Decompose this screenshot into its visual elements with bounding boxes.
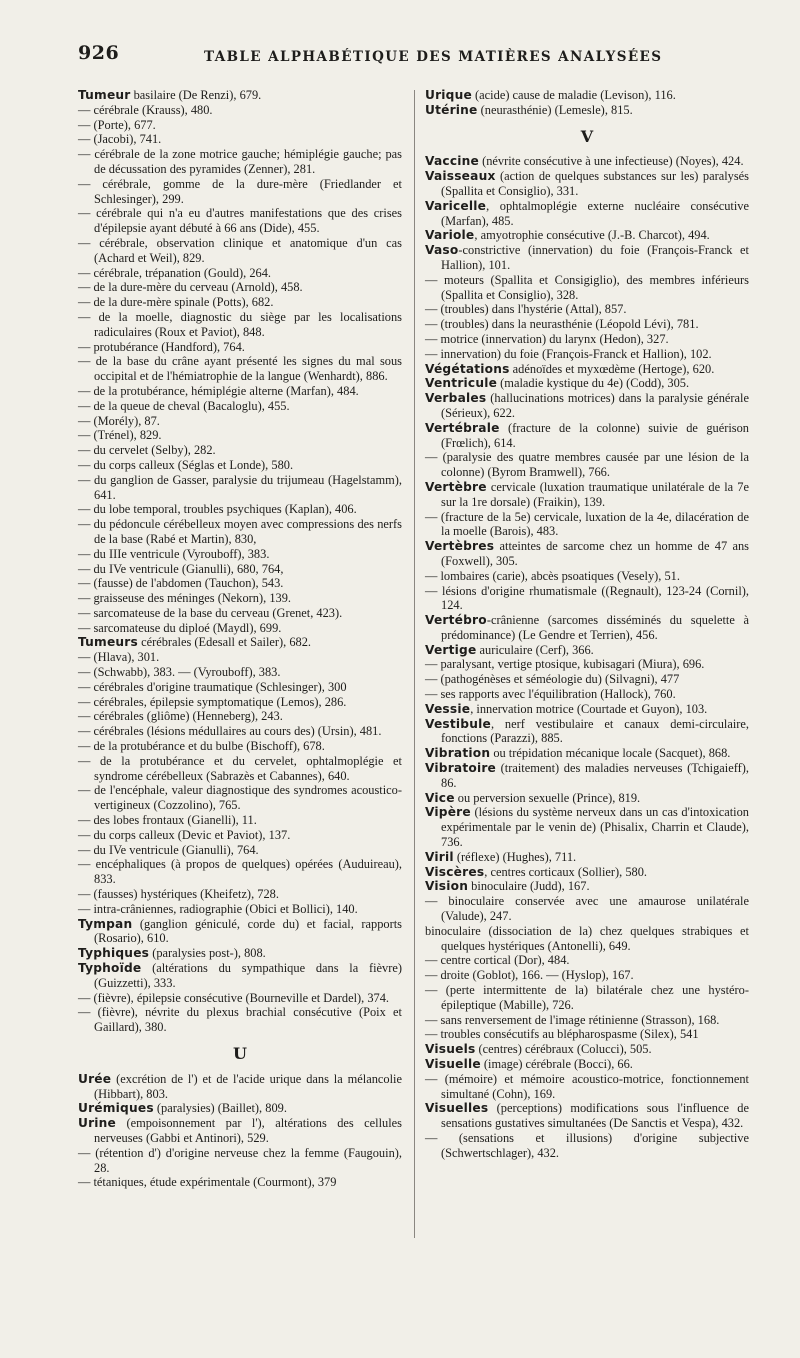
entry-text: (traitement) des maladies nerveuses (Tchigaieff), 86.	[441, 761, 749, 790]
index-entry	[78, 517, 402, 547]
index-entry	[78, 177, 402, 207]
entry-text: — sans renversement de l'image rétinienne (Strasson), 168.	[425, 1012, 720, 1027]
entry-text: — cérébrale de la zone motrice gauche; hémiplégie gauche; pas de décussation des pyramides (Zenner), 281.	[78, 147, 402, 176]
entry-headword: Vaso	[425, 243, 459, 258]
entry-headword: Vipère	[425, 805, 471, 820]
index-entry	[425, 687, 749, 702]
index-entry	[425, 302, 749, 317]
index-entry	[78, 206, 402, 236]
entry-text: — du IIIe ventricule (Vyrouboff), 383.	[78, 546, 270, 561]
entry-text: — cérébrale qui n'a eu d'autres manifestations que des crises d'épilepsie ayant débuté à 66 ans (Dide), 455.	[78, 206, 402, 236]
index-entry	[425, 273, 749, 303]
index-entry	[78, 399, 402, 414]
entry-text: — (Schwabb), 383. — (Vyrouboff), 383.	[78, 665, 281, 680]
index-entry	[425, 88, 749, 103]
entry-text: (paralysies) (Baillet), 809.	[153, 1101, 287, 1116]
entry-text: — du lobe temporal, troubles psychiques (Kaplan), 406.	[78, 502, 357, 517]
entry-text: — du ganglion de Gasser, paralysie du trijumeau (Hagelstamm), 641.	[78, 472, 402, 502]
entry-text: — de la protubérance et du cervelet, ophtalmoplégie et syndrome cérébelleux (Sabrazès et Cabannes), 640.	[78, 753, 402, 783]
index-entry	[425, 983, 749, 1013]
index-entry	[425, 657, 749, 672]
entry-text: — (mémoire) et mémoire acoustico-motrice, fonctionnement simultané (Cohn), 169.	[425, 1071, 749, 1101]
entry-text: binoculaire (Judd), 167.	[468, 879, 590, 894]
index-entry	[78, 843, 402, 858]
index-entry	[78, 103, 402, 118]
index-entry	[425, 746, 749, 761]
index-entry	[78, 887, 402, 902]
index-entry	[78, 665, 402, 680]
entry-text: (acide) cause de maladie (Levison), 116.	[471, 88, 676, 102]
entry-text: — (Trénel), 829.	[78, 428, 162, 443]
index-entry	[425, 672, 749, 687]
entry-text: — (troubles) dans l'hystérie (Attal), 857.	[425, 302, 627, 317]
index-entry	[425, 450, 749, 480]
index-entry	[78, 236, 402, 266]
entry-text: — sarcomateuse de la base du cerveau (Grenet, 423).	[78, 605, 343, 620]
entry-text: , innervation motrice (Courtade et Guyon), 103.	[470, 701, 708, 716]
section-letter: U	[233, 1044, 247, 1063]
index-entry	[425, 924, 749, 954]
entry-text: (hallucinations motrices) dans la paralysie générale (Sérieux), 622.	[441, 391, 749, 420]
entry-text: (empoisonnement par l'), altérations des cellules nerveuses (Gabbi et Antinori), 529.	[94, 1116, 402, 1145]
entry-text: (image) cérébrale (Bocci), 66.	[480, 1057, 633, 1071]
entry-headword: Vertèbre	[425, 479, 487, 494]
entry-headword: Verbales	[425, 391, 487, 406]
column-divider	[414, 90, 415, 1238]
entry-text: (maladie kystique du 4e) (Codd), 305.	[497, 376, 690, 391]
entry-text: — (perte intermittente de la) bilatérale chez une hystéro-épileptique (Mabille), 726.	[425, 983, 749, 1012]
right-column	[425, 88, 749, 1161]
index-entry	[78, 340, 402, 355]
entry-text: — du cervelet (Selby), 282.	[78, 443, 216, 458]
entry-headword: Tumeur	[78, 88, 131, 102]
entry-text: — de la base du crâne ayant présenté les signes du mal sous occipital et de l'hémiatrophie de la langue (Wenhardt), 886.	[78, 354, 402, 384]
index-entry	[78, 754, 402, 784]
entry-headword: Visuels	[425, 1042, 476, 1057]
left-column	[78, 88, 402, 1190]
index-entry	[425, 805, 749, 849]
entry-text: cérébrales (Edesall et Sailer), 682.	[137, 635, 312, 650]
entry-text: (centres) cérébraux (Colucci), 505.	[475, 1042, 652, 1057]
index-entry	[78, 502, 402, 517]
index-entry	[425, 968, 749, 983]
entry-text: — (fièvre), névrite du plexus brachial consécutive (Poix et Gaillard), 380.	[78, 1005, 402, 1035]
entry-text: — innervation) du foie (François-Franck et Hallion), 102.	[425, 346, 712, 361]
entry-text: — du IVe ventricule (Gianulli), 680, 764,	[78, 561, 284, 576]
index-entry	[78, 695, 402, 710]
index-entry	[78, 473, 402, 503]
entry-text: — (pathogénèses et séméologie du) (Silvagni), 477	[425, 672, 680, 687]
running-title: TABLE ALPHABÉTIQUE DES MATIÈRES ANALYSÉES	[204, 49, 663, 65]
entry-text: — (sensations et illusions) d'origine subjective (Schwertschlager), 432.	[425, 1130, 749, 1160]
entry-text: (fracture de la colonne) suivie de guérison (Frœlich), 614.	[441, 420, 749, 450]
index-entry	[78, 458, 402, 473]
index-entry	[78, 547, 402, 562]
entry-text: — de la queue de cheval (Bacaloglu), 455.	[78, 398, 290, 413]
entry-text: — lombaires (carie), abcès psoatiques (Vesely), 51.	[425, 568, 680, 583]
section-letter: V	[580, 126, 594, 146]
index-entry	[78, 147, 402, 177]
index-entry	[78, 680, 402, 695]
index-entry	[78, 384, 402, 399]
entry-text: — cérébrale, gomme de la dure-mère (Friedlander et Schlesinger), 299.	[78, 176, 402, 206]
entry-text: — du corps calleux (Devic et Paviot), 137.	[78, 827, 291, 842]
entry-text: — (troubles) dans la neurasthénie (Léopold Lévi), 781.	[425, 317, 699, 332]
entry-headword: Vertige	[425, 642, 477, 657]
index-entry	[78, 606, 402, 621]
entry-text: cervicale (luxation traumatique unilatérale de la 7e sur la 1re dorsale) (Fraikin), 139.	[441, 479, 749, 509]
index-entry	[78, 991, 402, 1006]
entry-text: — de la protubérance et du bulbe (Bischoff), 678.	[78, 739, 325, 754]
index-entry	[78, 428, 402, 443]
entry-text: -constrictive (innervation) du foie (François-Franck et Hallion), 101.	[441, 243, 749, 272]
index-entry	[78, 621, 402, 636]
index-entry	[78, 783, 402, 813]
index-entry	[425, 791, 749, 806]
index-entry	[425, 480, 749, 510]
index-entry	[425, 761, 749, 791]
index-entry	[425, 702, 749, 717]
entry-text: — sarcomateuse du diploé (Maydl), 699.	[78, 620, 282, 635]
index-entry	[425, 103, 749, 118]
entry-text: (réflexe) (Hughes), 711.	[453, 849, 577, 864]
index-entry	[78, 443, 402, 458]
index-entry	[425, 1027, 749, 1042]
index-entry	[78, 414, 402, 429]
entry-text: — troubles consécutifs au blépharospasme (Silex), 541	[425, 1027, 699, 1042]
entry-headword: Viscères	[425, 864, 485, 879]
entry-text: — cérébrales (gliôme) (Henneberg), 243.	[78, 709, 283, 724]
entry-text: — intra-crâniennes, radiographie (Obici et Bollici), 140.	[78, 901, 358, 916]
entry-text: — motrice (innervation) du larynx (Hedon), 327.	[425, 331, 669, 346]
entry-text: atteintes de sarcome chez un homme de 47 ans (Foxwell), 305.	[441, 539, 749, 568]
index-entry	[425, 894, 749, 924]
entry-text: — des lobes frontaux (Gianelli), 11.	[78, 813, 257, 828]
entry-headword: Vestibule	[425, 716, 491, 731]
entry-text: — de l'encéphale, valeur diagnostique des syndromes acoustico-vertigineux (Cozzolino), 765.	[78, 783, 402, 813]
index-entry	[425, 584, 749, 614]
entry-headword: Typhoïde	[78, 961, 142, 976]
index-entry	[425, 169, 749, 199]
index-entry	[78, 562, 402, 577]
entry-text: — (fausse) de l'abdomen (Tauchon), 543.	[78, 576, 284, 591]
entry-text: — (Morély), 87.	[78, 413, 160, 428]
entry-headword: Urine	[78, 1116, 117, 1131]
entry-headword: Urique	[425, 88, 472, 102]
index-entry	[425, 154, 749, 169]
entry-text: — ses rapports avec l'équilibration (Hallock), 760.	[425, 687, 676, 702]
entry-headword: Vice	[425, 790, 455, 805]
index-entry	[425, 850, 749, 865]
entry-headword: Végétations	[425, 361, 510, 376]
index-entry	[425, 243, 749, 273]
entry-text: — cérébrales, épilepsie symptomatique (Lemos), 286.	[78, 694, 347, 709]
entry-headword: Vibration	[425, 746, 491, 761]
index-entry	[78, 724, 402, 739]
entry-headword: Tympan	[78, 916, 133, 931]
index-entry	[425, 865, 749, 880]
entry-text: — de la protubérance, hémiplégie alterne (Marfan), 484.	[78, 383, 359, 398]
index-entry	[78, 917, 402, 947]
entry-text: -crânienne (sarcomes disséminés du squelette à prédominance) (Le Gendre et Terrien), 456.	[441, 613, 749, 642]
index-entry	[78, 739, 402, 754]
entry-text: , nerf vestibulaire et canaux demi-circulaire, fonctions (Parazzi), 885.	[441, 716, 749, 746]
entry-headword: Vessie	[425, 701, 471, 716]
entry-headword: Variole	[425, 228, 475, 243]
index-entry	[78, 1072, 402, 1102]
entry-headword: Utérine	[425, 102, 478, 117]
entry-text: (lésions du système nerveux dans un cas d'intoxication expérimentale par le venin de) (Phisalix, Charrin et Claude), 736.	[441, 805, 749, 850]
entry-text: auriculaire (Cerf), 366.	[476, 642, 594, 657]
index-entry	[78, 813, 402, 828]
index-entry	[425, 1072, 749, 1102]
entry-text: binoculaire (dissociation de la) chez quelques strabiques et quelques hystériques (Antonelli), 649.	[425, 923, 749, 953]
index-entry	[78, 576, 402, 591]
entry-text: — binoculaire conservée avec une amaurose unilatérale (Valude), 247.	[425, 894, 749, 924]
entry-headword: Vibratoire	[425, 761, 497, 776]
entry-headword: Vision	[425, 879, 469, 894]
index-entry	[425, 539, 749, 569]
index-entry	[425, 613, 749, 643]
index-entry	[425, 1131, 749, 1161]
entry-text: , ophtalmoplégie externe nucléaire consécutive (Marfan), 485.	[441, 198, 749, 228]
entry-text: — tétaniques, étude expérimentale (Courmont), 379	[78, 1175, 337, 1190]
entry-text: — de la dure-mère du cerveau (Arnold), 458.	[78, 280, 303, 295]
index-entry	[425, 317, 749, 332]
entry-text: — (fièvre), épilepsie consécutive (Bourneville et Dardel), 374.	[78, 990, 390, 1005]
entry-headword: Ventricule	[425, 376, 498, 391]
entry-headword: Tumeurs	[78, 635, 138, 650]
entry-headword: Urémiques	[78, 1101, 154, 1116]
index-entry	[78, 650, 402, 665]
entry-text: — moteurs (Spallita et Consigiglio), des membres inférieurs (Spallita et Consiglio), 328.	[425, 272, 749, 302]
entry-text: — (Hlava), 301.	[78, 650, 160, 665]
index-entry	[425, 199, 749, 229]
index-entry	[78, 961, 402, 991]
entry-text: (action de quelques substances sur les) paralysés (Spallita et Consiglio), 331.	[441, 169, 749, 198]
index-entry	[78, 591, 402, 606]
entry-text: — paralysant, vertige ptosique, kubisagari (Miura), 696.	[425, 657, 705, 672]
entry-text: — cérébrale, observation clinique et anatomique d'un cas (Achard et Weil), 829.	[78, 235, 402, 265]
entry-text: (névrite consécutive à une infectieuse) (Noyes), 424.	[478, 154, 744, 169]
index-entry	[78, 132, 402, 147]
index-entry	[425, 717, 749, 747]
index-entry	[425, 1042, 749, 1057]
entry-text: — (Porte), 677.	[78, 117, 156, 132]
index-entry	[78, 857, 402, 887]
index-entry	[78, 118, 402, 133]
entry-text: — (rétention d') d'origine nerveuse chez la femme (Faugouin), 28.	[78, 1145, 402, 1175]
index-entry	[78, 946, 402, 961]
entry-text: — protubérance (Handford), 764.	[78, 339, 245, 354]
index-entry	[425, 228, 749, 243]
index-entry	[78, 1175, 402, 1190]
index-entry	[78, 280, 402, 295]
entry-text: ou perversion sexuelle (Prince), 819.	[454, 790, 641, 805]
index-entry	[78, 635, 402, 650]
entry-headword: Vertébro	[425, 613, 487, 628]
entry-headword: Vertèbres	[425, 539, 495, 554]
index-entry	[425, 347, 749, 362]
entry-headword: Varicelle	[425, 198, 487, 213]
index-entry	[78, 354, 402, 384]
index-entry	[78, 709, 402, 724]
index-entry	[78, 1005, 402, 1035]
index-entry	[425, 362, 749, 377]
entry-text: (ganglion géniculé, corde du) et facial, rapports (Rosario), 610.	[94, 916, 402, 946]
entry-text: — centre cortical (Dor), 484.	[425, 953, 570, 968]
entry-headword: Viril	[425, 849, 454, 864]
index-entry	[425, 510, 749, 540]
index-entry	[425, 879, 749, 894]
index-entry	[425, 569, 749, 584]
entry-headword: Vertébrale	[425, 420, 500, 435]
index-entry	[78, 310, 402, 340]
entry-text: — de la moelle, diagnostic du siège par les localisations radiculaires (Roux et Paviot), 848.	[78, 309, 402, 339]
entry-text: — de la dure-mère spinale (Potts), 682.	[78, 295, 274, 310]
index-entry	[78, 295, 402, 310]
entry-text: — cérébrale (Krauss), 480.	[78, 102, 213, 117]
entry-text: , amyotrophie consécutive (J.-B. Charcot), 494.	[474, 228, 710, 243]
entry-headword: Vaisseaux	[425, 169, 496, 184]
entry-text: — lésions d'origine rhumatismale ((Regnault), 123-24 (Cornil), 124.	[425, 583, 749, 613]
entry-text: — du pédoncule cérébelleux moyen avec compressions des nerfs de la base (Rabé et Martin), 830,	[78, 517, 402, 546]
entry-text: ou trépidation mécanique locale (Sacquet), 868.	[490, 746, 731, 761]
index-entry	[425, 1013, 749, 1028]
index-entry	[425, 421, 749, 451]
entry-text: adénoïdes et myxœdème (Hertoge), 620.	[509, 361, 715, 376]
entry-text: (altérations du sympathique dans la fièvre) (Guizzetti), 333.	[94, 961, 402, 990]
entry-text: basilaire (De Renzi), 679.	[130, 88, 262, 102]
entry-text: — (fracture de la 5e) cervicale, luxation de la 4e, dilacération de la moelle (Barois), 483.	[425, 509, 749, 539]
index-entry	[78, 266, 402, 281]
index-entry	[425, 376, 749, 391]
entry-headword: Visuelle	[425, 1057, 481, 1071]
entry-headword: Typhiques	[78, 946, 150, 961]
index-entry	[425, 643, 749, 658]
entry-headword: Visuelles	[425, 1101, 489, 1116]
index-entry	[78, 902, 402, 917]
entry-text: — cérébrales d'origine traumatique (Schlesinger), 300	[78, 679, 347, 694]
entry-text: — cérébrale, trépanation (Gould), 264.	[78, 265, 272, 280]
page-header	[78, 42, 768, 72]
index-entry	[425, 953, 749, 968]
index-entry	[78, 828, 402, 843]
entry-text: — graisseuse des méninges (Nekorn), 139.	[78, 591, 292, 606]
entry-text: — (fausses) hystériques (Kheifetz), 728.	[78, 887, 279, 902]
entry-text: — (paralysie des quatre membres causée par une lésion de la colonne) (Byrom Bramwell), 766.	[425, 450, 749, 480]
entry-text: (perceptions) modifications sous l'influence de sensations gustatives simultanées (De Sanctis et Vespa), 432.	[441, 1101, 749, 1131]
entry-text: — du corps calleux (Séglas et Londe), 580.	[78, 457, 294, 472]
index-entry	[425, 1101, 749, 1131]
index-entry	[78, 1146, 402, 1176]
entry-headword: Urée	[78, 1071, 112, 1086]
page-number: 926	[78, 42, 120, 64]
index-entry	[425, 1057, 749, 1072]
entry-text: (paralysies post-), 808.	[149, 946, 266, 961]
index-entry	[78, 1101, 402, 1116]
index-entry	[78, 88, 402, 103]
index-entry	[78, 1116, 402, 1146]
index-entry	[425, 332, 749, 347]
entry-text: — encéphaliques (à propos de quelques) opérées (Auduireau), 833.	[78, 857, 402, 887]
entry-text: — (Jacobi), 741.	[78, 132, 162, 147]
index-entry	[425, 391, 749, 421]
entry-text: — cérébrales (lésions médullaires au cours des) (Ursin), 481.	[78, 724, 382, 739]
entry-text: (excrétion de l') et de l'acide urique dans la mélancolie (Hibbart), 803.	[94, 1071, 402, 1101]
entry-text: — droite (Goblot), 166. — (Hyslop), 167.	[425, 968, 634, 983]
entry-headword: Vaccine	[425, 154, 479, 169]
entry-text: , centres corticaux (Sollier), 580.	[484, 864, 648, 879]
entry-text: — du IVe ventricule (Gianulli), 764.	[78, 842, 259, 857]
entry-text: (neurasthénie) (Lemesle), 815.	[477, 102, 633, 117]
